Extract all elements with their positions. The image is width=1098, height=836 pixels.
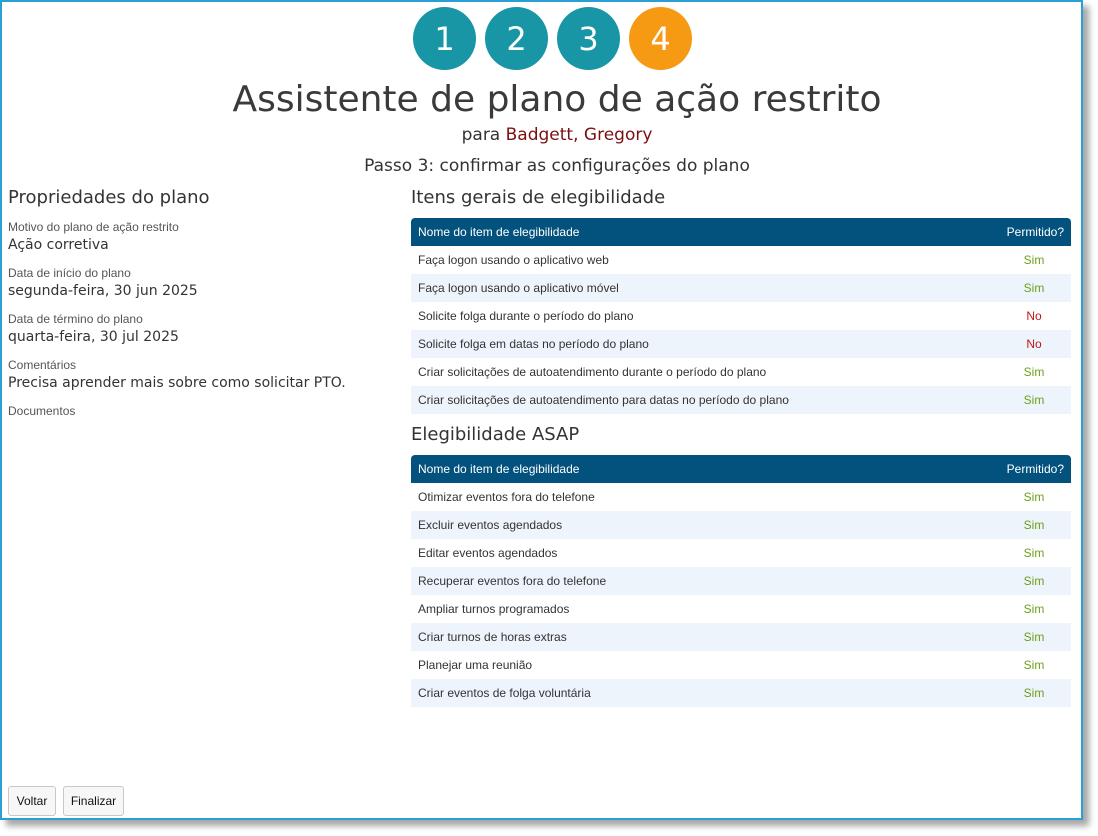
item-allowed: Sim	[997, 274, 1071, 302]
page-title: Assistente de plano de ação restrito	[232, 79, 882, 120]
item-name: Criar turnos de horas extras	[411, 623, 997, 651]
item-name: Planejar uma reunião	[418, 658, 533, 672]
item-allowed: Sim	[997, 679, 1071, 707]
item-allowed: No	[997, 330, 1071, 358]
item-allowed: Sim	[997, 623, 1071, 651]
item-allowed: Sim	[1023, 365, 1045, 379]
item-allowed: Sim	[1023, 658, 1045, 672]
reason-label: Motivo do plano de ação restrito	[8, 220, 179, 234]
item-name: Faça logon usando o aplicativo web	[418, 253, 609, 267]
step-2[interactable]: 2	[485, 7, 548, 70]
documents-label: Documentos	[8, 404, 76, 418]
item-name: Otimizar eventos fora do telefone	[418, 490, 595, 504]
table-row	[411, 595, 1071, 623]
item-name: Criar eventos de folga voluntária	[411, 679, 997, 707]
step-4: 4	[629, 7, 692, 70]
table-row	[411, 651, 1071, 679]
item-allowed: Sim	[1023, 490, 1045, 504]
table-row	[411, 358, 1071, 386]
plan-properties-panel	[8, 187, 388, 418]
step-description: Passo 3: confirmar as configurações do plano	[364, 156, 750, 176]
table-row	[411, 330, 1071, 358]
table-row	[411, 386, 1071, 414]
employee-line	[2, 125, 1098, 145]
comments-label: Comentários	[8, 358, 77, 372]
reason-value: Ação corretiva	[8, 237, 109, 253]
step-indicator	[413, 7, 692, 70]
table-row	[411, 539, 1071, 567]
item-name: Faça logon usando o aplicativo móvel	[411, 274, 997, 302]
item-name: Editar eventos agendados	[418, 546, 558, 560]
item-allowed: Sim	[1023, 253, 1045, 267]
start-date-value: segunda-feira, 30 jun 2025	[8, 283, 198, 299]
employee-name: Badgett, Gregory	[505, 125, 653, 145]
item-name: Criar solicitações de autoatendimento durante o período do plano	[418, 365, 767, 379]
column-header-name[interactable]: Nome do item de elegibilidade	[411, 218, 997, 246]
item-name: Excluir eventos agendados	[411, 511, 997, 539]
item-allowed: Sim	[997, 567, 1071, 595]
table-row	[411, 483, 1071, 511]
item-name: Solicite folga em datas no período do plano	[411, 330, 997, 358]
comments-value: Precisa aprender mais sobre como solicitar PTO.	[8, 375, 346, 391]
item-name: Recuperar eventos fora do telefone	[411, 567, 997, 595]
table-row	[411, 679, 1071, 707]
end-date-label: Data de término do plano	[8, 312, 143, 326]
column-header-allowed[interactable]: Permitido?	[997, 218, 1071, 246]
start-date-label: Data de início do plano	[8, 266, 131, 280]
column-header-name[interactable]: Nome do item de elegibilidade	[411, 455, 997, 483]
item-name: Solicite folga durante o período do plano	[418, 309, 634, 323]
back-button[interactable]: Voltar	[8, 786, 56, 816]
item-name: Ampliar turnos programados	[418, 602, 570, 616]
table-row	[411, 302, 1071, 330]
table-row	[411, 274, 1071, 302]
general-eligibility-table	[411, 218, 1071, 414]
item-allowed: Sim	[997, 386, 1071, 414]
asap-eligibility-table	[411, 455, 1071, 707]
step-3[interactable]: 3	[557, 7, 620, 70]
general-eligibility-heading: Itens gerais de elegibilidade	[411, 187, 666, 208]
table-row	[411, 623, 1071, 651]
table-row	[411, 567, 1071, 595]
finish-button[interactable]: Finalizar	[63, 786, 124, 816]
eligibility-panel	[411, 187, 1071, 707]
column-header-allowed[interactable]: Permitido?	[997, 455, 1071, 483]
item-allowed: Sim	[1023, 546, 1045, 560]
item-name: Criar solicitações de autoatendimento para datas no período do plano	[411, 386, 997, 414]
end-date-value: quarta-feira, 30 jul 2025	[8, 329, 179, 345]
asap-eligibility-heading: Elegibilidade ASAP	[411, 424, 580, 445]
table-row	[411, 246, 1071, 274]
for-prefix: para	[461, 125, 501, 145]
plan-properties-heading: Propriedades do plano	[8, 187, 210, 208]
step-1[interactable]: 1	[413, 7, 476, 70]
item-allowed: Sim	[1023, 602, 1045, 616]
table-row	[411, 511, 1071, 539]
item-allowed: No	[1026, 309, 1042, 323]
item-allowed: Sim	[997, 511, 1071, 539]
